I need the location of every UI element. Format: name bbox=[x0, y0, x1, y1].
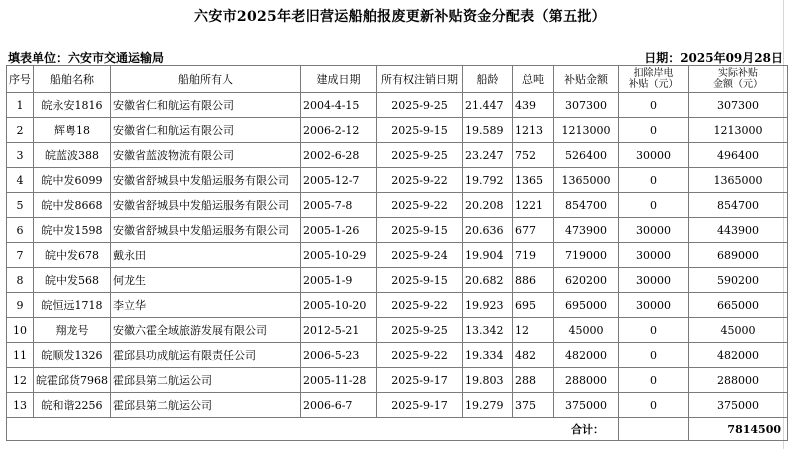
cell-no[interactable]: 13 bbox=[7, 393, 34, 418]
header-deduct-line1: 扣除岸电 bbox=[633, 68, 674, 79]
cell-ship-name[interactable]: 皖和谐2256 bbox=[34, 393, 111, 418]
cell-build-date[interactable]: 2005-12-7 bbox=[301, 168, 377, 193]
cell-no[interactable]: 9 bbox=[7, 293, 34, 318]
cell-owner[interactable]: 安徽省蓝波物流有限公司 bbox=[111, 143, 301, 168]
table-row bbox=[7, 168, 788, 193]
cell-build-date[interactable]: 2006-2-12 bbox=[301, 118, 377, 143]
cell-owner[interactable]: 李立华 bbox=[111, 293, 301, 318]
cell-actual[interactable]: 665000 bbox=[689, 293, 788, 318]
cell-actual[interactable]: 854700 bbox=[689, 193, 788, 218]
cell-actual[interactable]: 1213000 bbox=[689, 118, 788, 143]
cell-subsidy[interactable]: 620200 bbox=[554, 268, 619, 293]
cell-age[interactable]: 19.904 bbox=[463, 243, 513, 268]
cell-owner[interactable]: 安徽省舒城县中发船运服务有限公司 bbox=[111, 193, 301, 218]
cell-no[interactable]: 7 bbox=[7, 243, 34, 268]
cell-deduct[interactable]: 0 bbox=[619, 93, 689, 118]
cell-cancel-date[interactable]: 2025-9-22 bbox=[377, 343, 463, 368]
cell-cancel-date[interactable]: 2025-9-22 bbox=[377, 293, 463, 318]
cell-build-date[interactable]: 2006-6-7 bbox=[301, 393, 377, 418]
cell-no[interactable]: 4 bbox=[7, 168, 34, 193]
cell-actual[interactable]: 45000 bbox=[689, 318, 788, 343]
cell-deduct[interactable]: 30000 bbox=[619, 143, 689, 168]
cell-subsidy[interactable]: 307300 bbox=[554, 93, 619, 118]
cell-tonnage[interactable]: 375 bbox=[513, 393, 554, 418]
cell-build-date[interactable]: 2005-1-26 bbox=[301, 218, 377, 243]
cell-actual[interactable]: 689000 bbox=[689, 243, 788, 268]
cell-build-date[interactable]: 2012-5-21 bbox=[301, 318, 377, 343]
cell-no[interactable]: 2 bbox=[7, 118, 34, 143]
header-owner[interactable]: 船舶所有人 bbox=[111, 66, 301, 93]
header-row bbox=[7, 66, 788, 93]
cell-deduct[interactable]: 30000 bbox=[619, 243, 689, 268]
cell-subsidy[interactable]: 854700 bbox=[554, 193, 619, 218]
cell-ship-name[interactable]: 翔龙号 bbox=[34, 318, 111, 343]
cell-build-date[interactable]: 2005-10-20 bbox=[301, 293, 377, 318]
cell-subsidy[interactable]: 288000 bbox=[554, 368, 619, 393]
cell-owner[interactable]: 霍邱县第二航运公司 bbox=[111, 368, 301, 393]
cell-ship-name[interactable]: 皖永安1816 bbox=[34, 93, 111, 118]
cell-age[interactable]: 20.682 bbox=[463, 268, 513, 293]
cell-deduct[interactable]: 0 bbox=[619, 118, 689, 143]
total-row bbox=[7, 418, 788, 441]
cell-owner[interactable]: 何龙生 bbox=[111, 268, 301, 293]
table-row bbox=[7, 368, 788, 393]
cell-subsidy[interactable]: 526400 bbox=[554, 143, 619, 168]
fill-unit-label: 填表单位：六安市交通运输局 bbox=[8, 51, 165, 65]
cell-cancel-date[interactable]: 2025-9-15 bbox=[377, 118, 463, 143]
table-row bbox=[7, 243, 788, 268]
cell-no[interactable]: 12 bbox=[7, 368, 34, 393]
cell-age[interactable]: 19.279 bbox=[463, 393, 513, 418]
cell-age[interactable]: 19.792 bbox=[463, 168, 513, 193]
table-row bbox=[7, 143, 788, 168]
cell-actual[interactable]: 375000 bbox=[689, 393, 788, 418]
cell-tonnage[interactable]: 482 bbox=[513, 343, 554, 368]
cell-no[interactable]: 11 bbox=[7, 343, 34, 368]
cell-ship-name[interactable]: 皖霍邱货7968 bbox=[34, 368, 111, 393]
subsidy-table bbox=[6, 65, 788, 441]
header-tonnage[interactable]: 总吨 bbox=[513, 66, 554, 93]
cell-build-date[interactable]: 2002-6-28 bbox=[301, 143, 377, 168]
header-deduct-line2: 补贴（元） bbox=[628, 79, 679, 90]
cell-ship-name[interactable]: 皖中发6099 bbox=[34, 168, 111, 193]
cell-deduct[interactable]: 30000 bbox=[619, 293, 689, 318]
cell-owner[interactable]: 安徽省舒城县中发船运服务有限公司 bbox=[111, 168, 301, 193]
cell-deduct[interactable]: 0 bbox=[619, 318, 689, 343]
cell-cancel-date[interactable]: 2025-9-17 bbox=[377, 393, 463, 418]
cell-build-date[interactable]: 2006-5-23 bbox=[301, 343, 377, 368]
cell-ship-name[interactable]: 皖恒远1718 bbox=[34, 293, 111, 318]
cell-owner[interactable]: 霍邱县功成航运有限责任公司 bbox=[111, 343, 301, 368]
cell-subsidy[interactable]: 695000 bbox=[554, 293, 619, 318]
cell-cancel-date[interactable]: 2025-9-22 bbox=[377, 168, 463, 193]
cell-cancel-date[interactable]: 2025-9-15 bbox=[377, 218, 463, 243]
header-no[interactable]: 序号 bbox=[7, 66, 34, 93]
cell-no[interactable]: 1 bbox=[7, 93, 34, 118]
header-age[interactable]: 船龄 bbox=[463, 66, 513, 93]
cell-deduct[interactable]: 30000 bbox=[619, 218, 689, 243]
cell-subsidy[interactable]: 45000 bbox=[554, 318, 619, 343]
cell-owner[interactable]: 安徽省仁和航运有限公司 bbox=[111, 118, 301, 143]
cell-ship-name[interactable]: 皖蓝波388 bbox=[34, 143, 111, 168]
table-row bbox=[7, 218, 788, 243]
cell-build-date[interactable]: 2005-1-9 bbox=[301, 268, 377, 293]
cell-subsidy[interactable]: 473900 bbox=[554, 218, 619, 243]
cell-subsidy[interactable]: 1213000 bbox=[554, 118, 619, 143]
cell-age[interactable]: 21.447 bbox=[463, 93, 513, 118]
cell-subsidy[interactable]: 1365000 bbox=[554, 168, 619, 193]
cell-ship-name[interactable]: 皖顺发1326 bbox=[34, 343, 111, 368]
table-row bbox=[7, 318, 788, 343]
cell-cancel-date[interactable]: 2025-9-25 bbox=[377, 143, 463, 168]
cell-age[interactable]: 20.636 bbox=[463, 218, 513, 243]
cell-no[interactable]: 8 bbox=[7, 268, 34, 293]
cell-deduct[interactable]: 30000 bbox=[619, 268, 689, 293]
cell-owner[interactable]: 霍邱县第二航运公司 bbox=[111, 393, 301, 418]
cell-tonnage[interactable]: 12 bbox=[513, 318, 554, 343]
cell-cancel-date[interactable]: 2025-9-25 bbox=[377, 93, 463, 118]
cell-cancel-date[interactable]: 2025-9-15 bbox=[377, 268, 463, 293]
cell-subsidy[interactable]: 375000 bbox=[554, 393, 619, 418]
cell-age[interactable]: 19.334 bbox=[463, 343, 513, 368]
table-row bbox=[7, 293, 788, 318]
table-row bbox=[7, 193, 788, 218]
cell-deduct[interactable]: 0 bbox=[619, 368, 689, 393]
cell-ship-name[interactable]: 辉粤18 bbox=[34, 118, 111, 143]
table-row bbox=[7, 118, 788, 143]
cell-deduct[interactable]: 0 bbox=[619, 343, 689, 368]
date-label: 日期：2025年09月28日 bbox=[644, 51, 783, 65]
cell-actual[interactable]: 1365000 bbox=[689, 168, 788, 193]
total-blank-cell[interactable] bbox=[619, 418, 689, 441]
cell-tonnage[interactable]: 1365 bbox=[513, 168, 554, 193]
cell-tonnage[interactable]: 439 bbox=[513, 93, 554, 118]
cell-actual[interactable]: 496400 bbox=[689, 143, 788, 168]
cell-age[interactable]: 19.923 bbox=[463, 293, 513, 318]
table-row bbox=[7, 343, 788, 368]
cell-age[interactable]: 13.342 bbox=[463, 318, 513, 343]
cell-no[interactable]: 3 bbox=[7, 143, 34, 168]
cell-ship-name[interactable]: 皖中发568 bbox=[34, 268, 111, 293]
cell-age[interactable]: 19.589 bbox=[463, 118, 513, 143]
header-actual-line2: 金额（元） bbox=[713, 79, 763, 90]
cell-cancel-date[interactable]: 2025-9-22 bbox=[377, 193, 463, 218]
cell-age[interactable]: 19.803 bbox=[463, 368, 513, 393]
cell-owner[interactable]: 安徽六霍全域旅游发展有限公司 bbox=[111, 318, 301, 343]
cell-deduct[interactable]: 0 bbox=[619, 168, 689, 193]
table-row bbox=[7, 393, 788, 418]
info-row bbox=[8, 49, 783, 65]
cell-owner[interactable]: 安徽省舒城县中发船运服务有限公司 bbox=[111, 218, 301, 243]
total-label[interactable]: 合计： bbox=[7, 418, 619, 441]
cell-actual[interactable]: 288000 bbox=[689, 368, 788, 393]
header-actual[interactable] bbox=[689, 66, 788, 93]
cell-tonnage[interactable]: 719 bbox=[513, 243, 554, 268]
cell-tonnage[interactable]: 1213 bbox=[513, 118, 554, 143]
cell-actual[interactable]: 482000 bbox=[689, 343, 788, 368]
cell-age[interactable]: 23.247 bbox=[463, 143, 513, 168]
cell-deduct[interactable]: 0 bbox=[619, 393, 689, 418]
total-value[interactable]: 7814500 bbox=[689, 418, 788, 441]
cell-tonnage[interactable]: 752 bbox=[513, 143, 554, 168]
cell-build-date[interactable]: 2004-4-15 bbox=[301, 93, 377, 118]
header-subsidy[interactable]: 补贴金额 bbox=[554, 66, 619, 93]
cell-tonnage[interactable]: 886 bbox=[513, 268, 554, 293]
cell-subsidy[interactable]: 719000 bbox=[554, 243, 619, 268]
cell-subsidy[interactable]: 482000 bbox=[554, 343, 619, 368]
cell-actual[interactable]: 443900 bbox=[689, 218, 788, 243]
header-deduct[interactable] bbox=[619, 66, 689, 93]
page-title: 六安市2025年老旧营运船舶报废更新补贴资金分配表（第五批） bbox=[194, 9, 606, 25]
cell-ship-name[interactable]: 皖中发8668 bbox=[34, 193, 111, 218]
cell-ship-name[interactable]: 皖中发678 bbox=[34, 243, 111, 268]
cell-build-date[interactable]: 2005-7-8 bbox=[301, 193, 377, 218]
cell-no[interactable]: 10 bbox=[7, 318, 34, 343]
header-cancel-date[interactable]: 所有权注销日期 bbox=[377, 66, 463, 93]
cell-tonnage[interactable]: 695 bbox=[513, 293, 554, 318]
cell-actual[interactable]: 590200 bbox=[689, 268, 788, 293]
cell-cancel-date[interactable]: 2025-9-17 bbox=[377, 368, 463, 393]
cell-cancel-date[interactable]: 2025-9-24 bbox=[377, 243, 463, 268]
cell-no[interactable]: 6 bbox=[7, 218, 34, 243]
cell-tonnage[interactable]: 1221 bbox=[513, 193, 554, 218]
cell-build-date[interactable]: 2005-11-28 bbox=[301, 368, 377, 393]
table-row bbox=[7, 268, 788, 293]
cell-no[interactable]: 5 bbox=[7, 193, 34, 218]
cell-age[interactable]: 20.208 bbox=[463, 193, 513, 218]
cell-deduct[interactable]: 0 bbox=[619, 193, 689, 218]
cell-tonnage[interactable]: 288 bbox=[513, 368, 554, 393]
header-build-date[interactable]: 建成日期 bbox=[301, 66, 377, 93]
table-row bbox=[7, 93, 788, 118]
cell-owner[interactable]: 安徽省仁和航运有限公司 bbox=[111, 93, 301, 118]
header-actual-line1: 实际补贴 bbox=[718, 68, 758, 79]
header-ship-name[interactable]: 船舶名称 bbox=[34, 66, 111, 93]
cell-owner[interactable]: 戴永田 bbox=[111, 243, 301, 268]
cell-actual[interactable]: 307300 bbox=[689, 93, 788, 118]
cell-tonnage[interactable]: 677 bbox=[513, 218, 554, 243]
cell-ship-name[interactable]: 皖中发1598 bbox=[34, 218, 111, 243]
cell-cancel-date[interactable]: 2025-9-25 bbox=[377, 318, 463, 343]
cell-build-date[interactable]: 2005-10-29 bbox=[301, 243, 377, 268]
